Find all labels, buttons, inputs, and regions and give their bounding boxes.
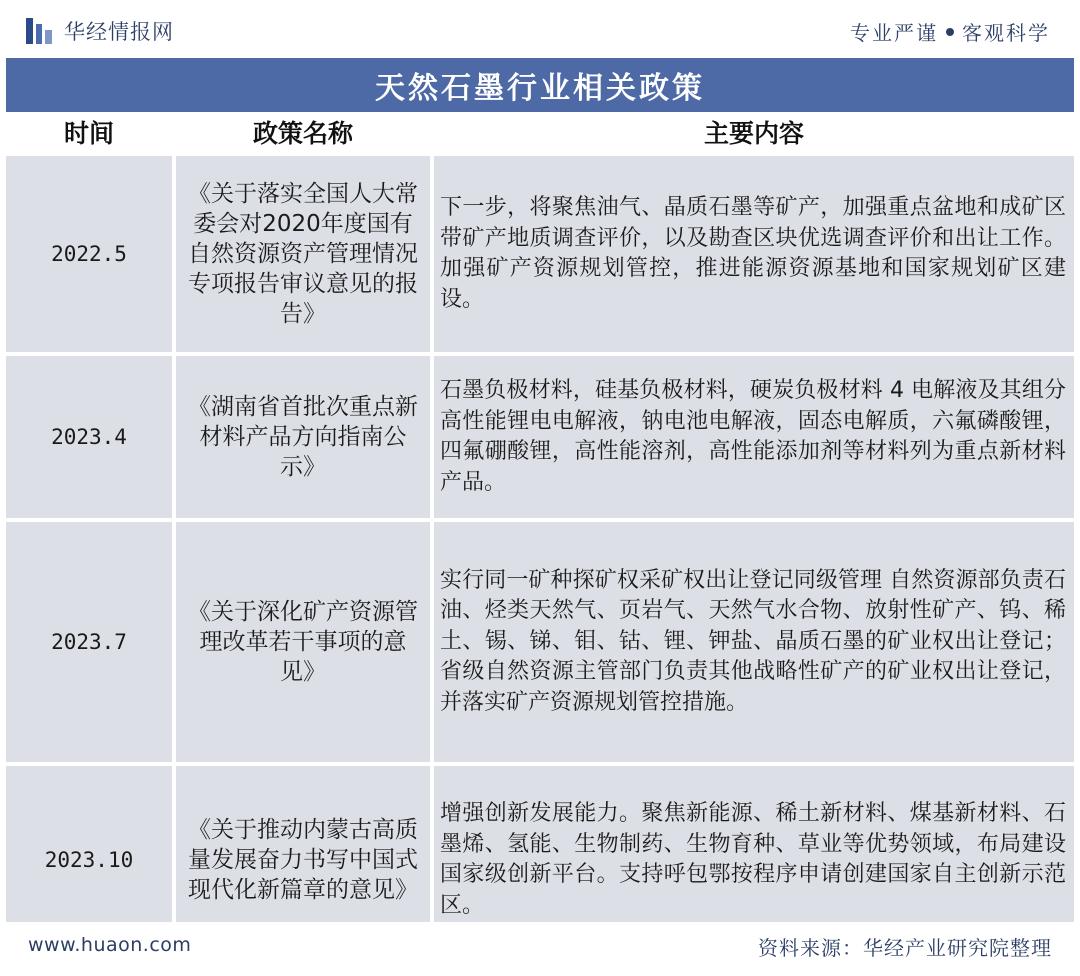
row-date: 2022.5: [51, 242, 127, 266]
header-date: 时间: [63, 119, 114, 148]
site-url-link[interactable]: www.huaon.com: [28, 934, 192, 956]
row-policy-name: 《湖南省首批次重点新材料产品方向指南公示》: [172, 356, 430, 518]
table-row: [6, 518, 1074, 762]
table-row: [6, 152, 1074, 352]
policy-table: [6, 112, 1074, 954]
brand-logo[interactable]: [26, 16, 174, 46]
table-row: [6, 352, 1074, 518]
top-bar: [0, 0, 1080, 58]
data-source: 资料来源：华经产业研究院整理: [758, 936, 1052, 960]
title-band: [6, 58, 1074, 112]
row-policy-name: 《关于落实全国人大常委会对2020年度国有自然资源资产管理情况专项报告审议意见的报告》: [172, 156, 430, 352]
table-header: [6, 112, 1074, 152]
dot-separator-icon: [946, 28, 954, 36]
row-policy-name: 《关于深化矿产资源管理改革若干事项的意见》: [172, 522, 430, 762]
row-content: 增强创新发展能力。聚焦新能源、稀土新材料、煤基新材料、石墨烯、氢能、生物制药、生物育种、草业等优势领域，布局建设国家级创新平台。支持呼包鄂按程序申请创建国家自主创新示范区。: [430, 766, 1074, 954]
row-content: 下一步，将聚焦油气、晶质石墨等矿产，加强重点盆地和成矿区带矿产地质调查评价，以及勘查区块优选调查评价和出让工作。加强矿产资源规划管控，推进能源资源基地和国家规划矿区建设。: [430, 156, 1074, 352]
slogan: [850, 17, 1050, 46]
slogan-left: 专业严谨: [850, 21, 938, 45]
bar-chart-logo-icon: [26, 18, 52, 44]
row-date: 2023.4: [51, 425, 127, 449]
slogan-right: 客观科学: [962, 21, 1050, 45]
header-policy-name: 政策名称: [172, 112, 430, 152]
row-date: 2023.7: [51, 630, 127, 654]
page-title: 天然石墨行业相关政策: [375, 71, 705, 106]
header-content: 主要内容: [430, 112, 1074, 152]
row-date: 2023.10: [44, 848, 134, 872]
row-policy-name: 《关于推动内蒙古高质量发展奋力书写中国式现代化新篇章的意见》: [172, 766, 430, 954]
logo-text: 华经情报网: [64, 20, 174, 44]
row-content: 实行同一矿种探矿权采矿权出让登记同级管理 自然资源部负责石油、烃类天然气、页岩气、天然气水合物、放射性矿产、钨、稀土、锡、锑、钼、钴、锂、钾盐、晶质石墨的矿业权出让登记；省级自然资源主管部门负责其他战略性矿产的矿业权出让登记，并落实矿产资源规划管控措施。: [430, 522, 1074, 762]
footer: [0, 922, 1080, 976]
row-content: 石墨负极材料，硅基负极材料，硬炭负极材料 4 电解液及其组分 高性能锂电电解液，钠电池电解液，固态电解质，六氟磷酸锂，四氟硼酸锂，高性能溶剂，高性能添加剂等材料列为重点新材料产品。: [430, 356, 1074, 518]
